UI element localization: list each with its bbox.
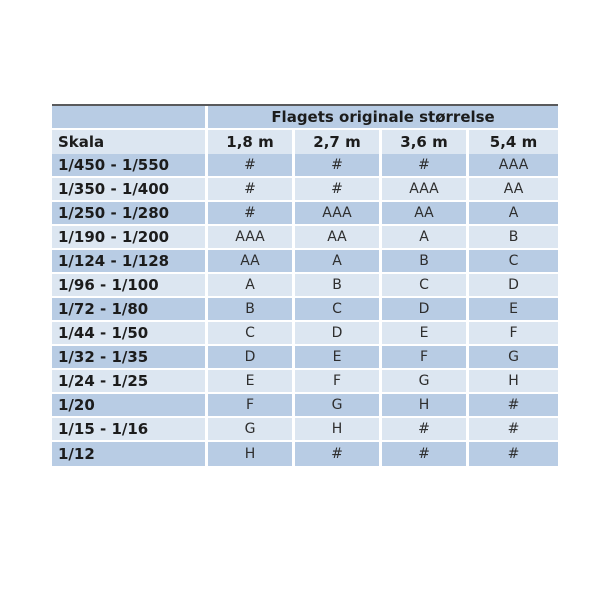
size-class-cell: # (382, 154, 469, 178)
scale-range-cell: 1/124 - 1/128 (52, 250, 208, 274)
size-class-cell: H (295, 418, 382, 442)
size-class-cell: G (295, 394, 382, 418)
size-class-cell: B (469, 226, 558, 250)
scale-range-cell: 1/32 - 1/35 (52, 346, 208, 370)
table-row (52, 202, 558, 226)
size-class-cell: AAA (208, 226, 295, 250)
scale-range-cell: 1/350 - 1/400 (52, 178, 208, 202)
size-class-cell: # (382, 418, 469, 442)
table-body (52, 154, 558, 466)
size-class-cell: F (295, 370, 382, 394)
row-header-label: Skala (52, 130, 208, 154)
size-class-cell: D (295, 322, 382, 346)
size-class-cell: AA (208, 250, 295, 274)
size-class-cell: G (382, 370, 469, 394)
size-class-cell: E (295, 346, 382, 370)
size-class-cell: AAA (295, 202, 382, 226)
size-class-cell: # (469, 442, 558, 466)
column-header-5-4m: 5,4 m (469, 130, 558, 154)
size-class-cell: # (208, 178, 295, 202)
table-row (52, 298, 558, 322)
size-class-cell: C (469, 250, 558, 274)
table-row (52, 322, 558, 346)
column-header-row (52, 130, 558, 154)
table-row (52, 154, 558, 178)
size-class-cell: F (382, 346, 469, 370)
table-row (52, 370, 558, 394)
size-class-cell: B (382, 250, 469, 274)
size-class-cell: H (382, 394, 469, 418)
scale-range-cell: 1/190 - 1/200 (52, 226, 208, 250)
size-class-cell: AAA (469, 154, 558, 178)
size-class-cell: A (295, 250, 382, 274)
scale-range-cell: 1/72 - 1/80 (52, 298, 208, 322)
size-class-cell: F (469, 322, 558, 346)
size-class-cell: C (208, 322, 295, 346)
size-class-cell: G (208, 418, 295, 442)
table-title: Flagets originale størrelse (208, 106, 558, 130)
table-row (52, 226, 558, 250)
scale-range-cell: 1/20 (52, 394, 208, 418)
size-class-cell: AA (382, 202, 469, 226)
size-class-cell: A (469, 202, 558, 226)
size-class-cell: G (469, 346, 558, 370)
size-class-cell: # (208, 202, 295, 226)
size-class-cell: C (382, 274, 469, 298)
size-class-cell: H (469, 370, 558, 394)
size-class-cell: D (382, 298, 469, 322)
size-class-cell: E (469, 298, 558, 322)
table-row (52, 178, 558, 202)
size-class-cell: E (382, 322, 469, 346)
flag-scale-table (52, 104, 558, 466)
column-header-2-7m: 2,7 m (295, 130, 382, 154)
scale-range-cell: 1/15 - 1/16 (52, 418, 208, 442)
corner-empty-cell (52, 106, 208, 130)
scale-range-cell: 1/450 - 1/550 (52, 154, 208, 178)
size-class-cell: F (208, 394, 295, 418)
size-class-cell: # (208, 154, 295, 178)
size-class-cell: H (208, 442, 295, 466)
size-class-cell: B (208, 298, 295, 322)
scale-range-cell: 1/12 (52, 442, 208, 466)
size-class-cell: A (382, 226, 469, 250)
table-row (52, 346, 558, 370)
size-class-cell: E (208, 370, 295, 394)
table-row (52, 442, 558, 466)
size-class-cell: C (295, 298, 382, 322)
table-row (52, 394, 558, 418)
size-class-cell: # (295, 154, 382, 178)
table-row (52, 274, 558, 298)
size-class-cell: # (295, 178, 382, 202)
column-header-3-6m: 3,6 m (382, 130, 469, 154)
size-class-cell: # (295, 442, 382, 466)
size-class-cell: D (208, 346, 295, 370)
size-class-cell: AA (295, 226, 382, 250)
size-class-cell: AA (469, 178, 558, 202)
table-row (52, 418, 558, 442)
column-header-1-8m: 1,8 m (208, 130, 295, 154)
size-class-cell: # (469, 418, 558, 442)
table-row (52, 250, 558, 274)
size-class-cell: AAA (382, 178, 469, 202)
size-class-cell: B (295, 274, 382, 298)
size-class-cell: # (382, 442, 469, 466)
size-class-cell: D (469, 274, 558, 298)
size-class-cell: A (208, 274, 295, 298)
scale-range-cell: 1/96 - 1/100 (52, 274, 208, 298)
scale-range-cell: 1/24 - 1/25 (52, 370, 208, 394)
scale-range-cell: 1/250 - 1/280 (52, 202, 208, 226)
table-title-row (52, 106, 558, 130)
size-class-cell: # (469, 394, 558, 418)
scale-range-cell: 1/44 - 1/50 (52, 322, 208, 346)
